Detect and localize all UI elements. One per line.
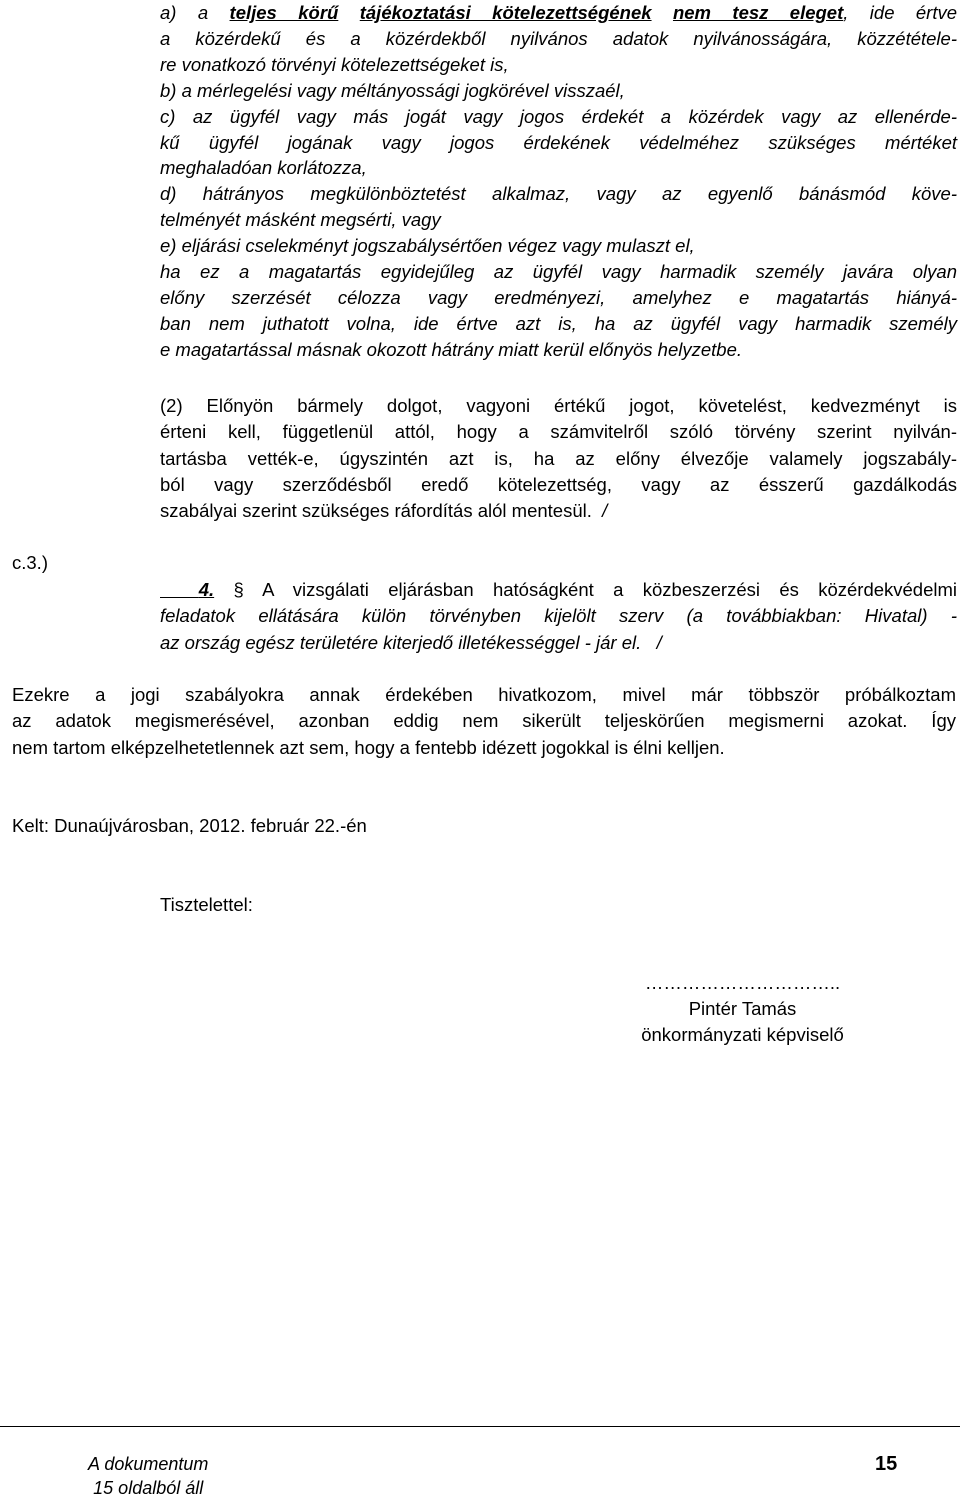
- quote-line: előny szerzését célozza vagy eredményezi, amelyhez e magatartás hiányá-: [160, 286, 957, 308]
- signer-title: önkormányzati képviselő: [641, 1024, 844, 1045]
- quote-line: b) a mérlegelési vagy méltányossági jogkörével visszaél,: [160, 79, 625, 101]
- main-line: nem tartom elképzelhetetlennek azt sem, hogy a fentebb idézett jogokkal is élni kelljen.: [12, 736, 725, 758]
- section-label: c.3.): [12, 552, 48, 573]
- paragraph-2: [160, 393, 957, 524]
- quote-line: e) eljárási cselekményt jogszabálysértően végez vagy mulaszt el,: [160, 235, 695, 257]
- quote-line: ban nem juthatott volna, ide értve azt is, ha az ügyfél vagy harmadik személy: [160, 312, 957, 334]
- quoted-law-text: [160, 0, 957, 363]
- item4-line: 4. § A vizsgálati eljárásban hatóságként a közbeszerzési és közérdekvédelmi: [160, 577, 957, 603]
- quote-line: a) a teljes körű tájékoztatási kötelezettségének nem tesz eleget, ide értve: [160, 2, 958, 23]
- quote-line: a közérdekű és a közérdekből nyilvános adatok nyilvánosságára, közzététele-: [160, 27, 957, 49]
- para2-line: szabályai szerint szükséges ráfordítás alól mentesül. /: [160, 500, 608, 522]
- quote-line: meghaladóan korlátozza,: [160, 157, 367, 179]
- main-line: Ezekre a jogi szabályokra annak érdekében hivatkozom, mivel már többször próbálkoztam: [12, 684, 956, 705]
- footer-line-2: 15 oldalból áll: [93, 1478, 204, 1498]
- item-number: 4.: [198, 579, 215, 600]
- quote-line: kű ügyfél jogának vagy jogos érdekének védelméhez szükséges mértéket: [160, 131, 957, 153]
- para2-line: ból vagy szerződésből eredő kötelezettség, vagy az ésszerű gazdálkodás: [160, 473, 957, 495]
- quote-line: d) hátrányos megkülönböztetést alkalmaz, vagy az egyenlő bánásmód köve-: [160, 183, 957, 205]
- footer-line-1: A dokumentum: [88, 1454, 209, 1474]
- quote-line: e magatartással másnak okozott hátrány miatt kerül előnyös helyzetbe.: [160, 338, 743, 360]
- main-paragraph: [12, 682, 956, 761]
- paragraph-end-mark: /: [646, 631, 662, 653]
- quote-line: c) az ügyfél vagy más jogát vagy jogos érdekét a közérdek vagy az ellenérde-: [160, 105, 957, 127]
- quote-line: ha ez a magatartás egyidejűleg az ügyfél vagy harmadik személy javára olyan: [160, 261, 957, 283]
- signer-name: Pintér Tamás: [688, 998, 797, 1019]
- signature-block: [600, 970, 885, 1048]
- page-number: 15: [875, 1453, 898, 1475]
- closing-greeting: Tisztelettel:: [160, 894, 253, 915]
- footer-note: [88, 1452, 208, 1500]
- para2-line: tartásba vették-e, úgyszintén azt is, ha az előny élvezője valamely jogszabály-: [160, 447, 957, 469]
- paragraph-end-mark: /: [597, 500, 608, 522]
- item-4: [160, 577, 957, 656]
- signature-dots: …………………………..: [644, 972, 841, 993]
- main-line: az adatok megismerésével, azonban eddig nem sikerült teljeskörűen megismerni azokat. Így: [12, 710, 956, 732]
- quote-line: telményét másként megsérti, vagy: [160, 209, 441, 231]
- date-line: Kelt: Dunaújvárosban, 2012. február 22.-én: [12, 815, 367, 836]
- item4-line: az ország egész területére kiterjedő illetékességgel - jár el. /: [160, 631, 662, 653]
- para2-line: (2) Előnyön bármely dolgot, vagyoni értékű jogot, követelést, kedvezményt is: [160, 395, 957, 416]
- quote-line: re vonatkozó törvényi kötelezettségeket is,: [160, 53, 509, 75]
- para2-line: érteni kell, függetlenül attól, hogy a számvitelről szóló törvény szerint nyilván-: [160, 421, 957, 443]
- item4-line: feladatok ellátására külön törvényben kijelölt szerv (a továbbiakban: Hivatal) -: [160, 605, 957, 627]
- item4-section-mark: §: [233, 579, 244, 600]
- footer-divider: [0, 1426, 960, 1427]
